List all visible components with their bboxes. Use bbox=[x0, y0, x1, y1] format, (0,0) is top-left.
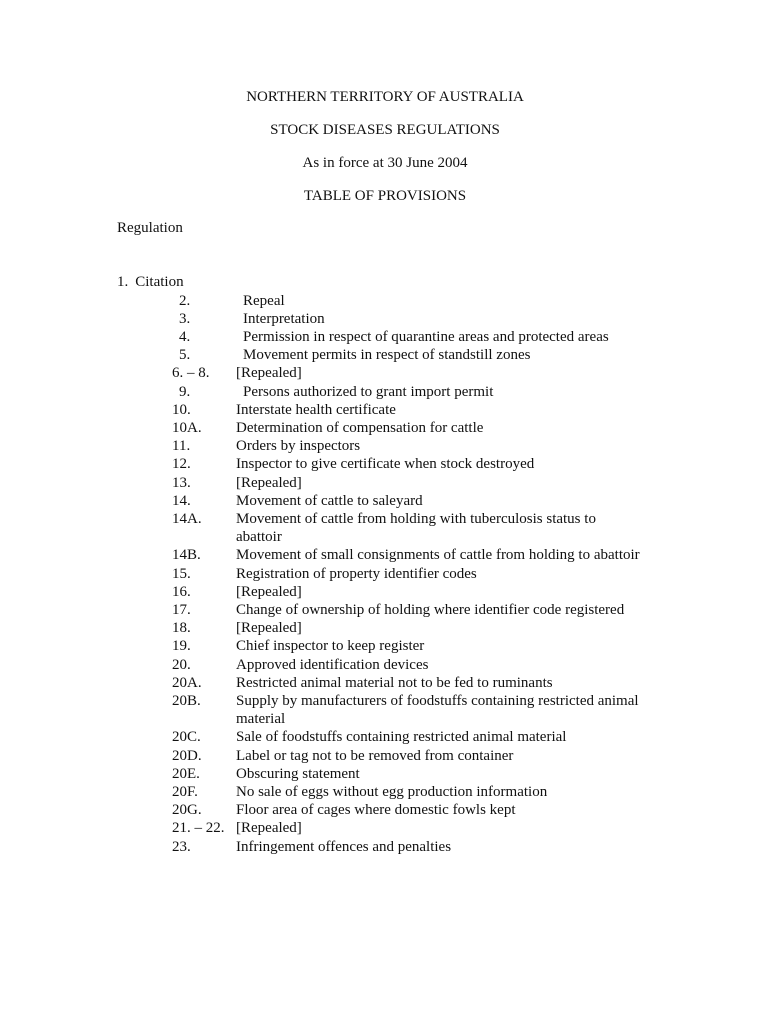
toc-row bbox=[0, 747, 770, 765]
toc-row bbox=[0, 510, 770, 546]
toc-title: [Repealed] bbox=[236, 620, 302, 637]
toc-row bbox=[0, 401, 770, 419]
toc-title: [Repealed] bbox=[236, 820, 302, 837]
toc-number: 20E. bbox=[172, 765, 200, 782]
toc-title: Persons authorized to grant import permit bbox=[243, 383, 494, 400]
table-of-provisions-heading: TABLE OF PROVISIONS bbox=[303, 188, 467, 204]
toc-row bbox=[0, 346, 770, 364]
toc-row bbox=[0, 819, 770, 837]
toc-number: 2. bbox=[179, 292, 191, 309]
toc-row bbox=[0, 656, 770, 674]
toc-number: 13. bbox=[172, 474, 191, 491]
toc-title: Movement of cattle from holding with tuberculosis status to abattoir bbox=[236, 510, 596, 546]
toc-number: 3. bbox=[179, 310, 191, 327]
toc-title: Interpretation bbox=[243, 310, 325, 327]
toc-number: 23. bbox=[172, 838, 191, 855]
toc-title: Sale of foodstuffs containing restricted animal material bbox=[236, 729, 567, 746]
toc-title: No sale of eggs without egg production information bbox=[236, 783, 548, 800]
toc-row bbox=[0, 310, 770, 328]
toc-title: Approved identification devices bbox=[236, 656, 429, 673]
toc-number: 20G. bbox=[172, 802, 202, 819]
toc-number: 18. bbox=[172, 620, 191, 637]
toc-number: 20F. bbox=[172, 783, 198, 800]
toc-title: [Repealed] bbox=[236, 474, 302, 491]
toc-row bbox=[0, 546, 770, 564]
toc-title: Interstate health certificate bbox=[236, 401, 396, 418]
toc-title: Orders by inspectors bbox=[236, 438, 361, 455]
jurisdiction-heading: NORTHERN TERRITORY OF AUSTRALIA bbox=[246, 89, 524, 105]
toc-row bbox=[0, 601, 770, 619]
toc-number: 6. – 8. bbox=[172, 365, 210, 382]
toc-row bbox=[0, 838, 770, 856]
table-of-provisions bbox=[0, 292, 770, 856]
in-force-date: As in force at 30 June 2004 bbox=[302, 155, 468, 171]
toc-number: 17. bbox=[172, 601, 191, 618]
toc-title: Registration of property identifier codes bbox=[236, 565, 477, 582]
toc-number: 19. bbox=[172, 638, 191, 655]
toc-title: [Repealed] bbox=[236, 583, 302, 600]
toc-title: Determination of compensation for cattle bbox=[236, 419, 484, 436]
toc-row bbox=[0, 674, 770, 692]
toc-row bbox=[0, 783, 770, 801]
toc-number: 20A. bbox=[172, 674, 202, 691]
toc-title: Obscuring statement bbox=[236, 765, 360, 782]
toc-number: 20. bbox=[172, 656, 191, 673]
toc-title: Change of ownership of holding where identifier code registered bbox=[236, 601, 625, 618]
toc-number: 16. bbox=[172, 583, 191, 600]
toc-title: Floor area of cages where domestic fowls kept bbox=[236, 802, 516, 819]
toc-title: Chief inspector to keep register bbox=[236, 638, 425, 655]
toc-row bbox=[0, 565, 770, 583]
regulations-title: STOCK DISEASES REGULATIONS bbox=[270, 122, 500, 138]
toc-title: [Repealed] bbox=[236, 365, 302, 382]
toc-row bbox=[0, 637, 770, 655]
toc-number: 14B. bbox=[172, 547, 201, 564]
toc-row bbox=[0, 583, 770, 601]
toc-number: 14. bbox=[172, 492, 191, 509]
toc-title: Citation bbox=[135, 274, 184, 290]
toc-row bbox=[0, 437, 770, 455]
toc-title: Movement of small consignments of cattle from holding to abattoir bbox=[236, 547, 640, 564]
toc-number: 4. bbox=[179, 328, 191, 345]
regulation-column-label: Regulation bbox=[117, 220, 183, 236]
toc-row bbox=[0, 364, 770, 382]
toc-title: Repeal bbox=[243, 292, 285, 309]
toc-row bbox=[0, 474, 770, 492]
toc-row bbox=[0, 619, 770, 637]
toc-number: 20B. bbox=[172, 692, 201, 709]
toc-number: 12. bbox=[172, 456, 191, 473]
toc-number: 5. bbox=[179, 347, 191, 364]
toc-row bbox=[0, 328, 770, 346]
toc-number: 15. bbox=[172, 565, 191, 582]
toc-row bbox=[0, 801, 770, 819]
toc-row bbox=[0, 492, 770, 510]
toc-title: Label or tag not to be removed from container bbox=[236, 747, 514, 764]
toc-title: Movement of cattle to saleyard bbox=[236, 492, 423, 509]
toc-number: 10. bbox=[172, 401, 191, 418]
toc-number: 14A. bbox=[172, 510, 202, 527]
toc-row bbox=[0, 728, 770, 746]
toc-row bbox=[0, 455, 770, 473]
toc-row bbox=[0, 383, 770, 401]
toc-title: Movement permits in respect of standstill zones bbox=[243, 347, 531, 364]
toc-title: Permission in respect of quarantine areas and protected areas bbox=[243, 328, 609, 345]
toc-number: 21. – 22. bbox=[172, 820, 225, 837]
toc-number: 11. bbox=[172, 438, 191, 455]
toc-row bbox=[0, 765, 770, 783]
toc-number: 1. bbox=[117, 274, 129, 290]
toc-row bbox=[0, 292, 770, 310]
toc-title: Restricted animal material not to be fed to ruminants bbox=[236, 674, 553, 691]
toc-number: 20D. bbox=[172, 747, 202, 764]
toc-number: 20C. bbox=[172, 729, 201, 746]
toc-title: Inspector to give certificate when stock destroyed bbox=[236, 456, 535, 473]
toc-row bbox=[0, 419, 770, 437]
toc-row bbox=[0, 692, 770, 728]
toc-number: 10A. bbox=[172, 419, 202, 436]
toc-row-first bbox=[117, 273, 184, 291]
toc-number: 9. bbox=[179, 383, 191, 400]
toc-title: Infringement offences and penalties bbox=[236, 838, 452, 855]
toc-title: Supply by manufacturers of foodstuffs containing restricted animal material bbox=[236, 692, 639, 728]
